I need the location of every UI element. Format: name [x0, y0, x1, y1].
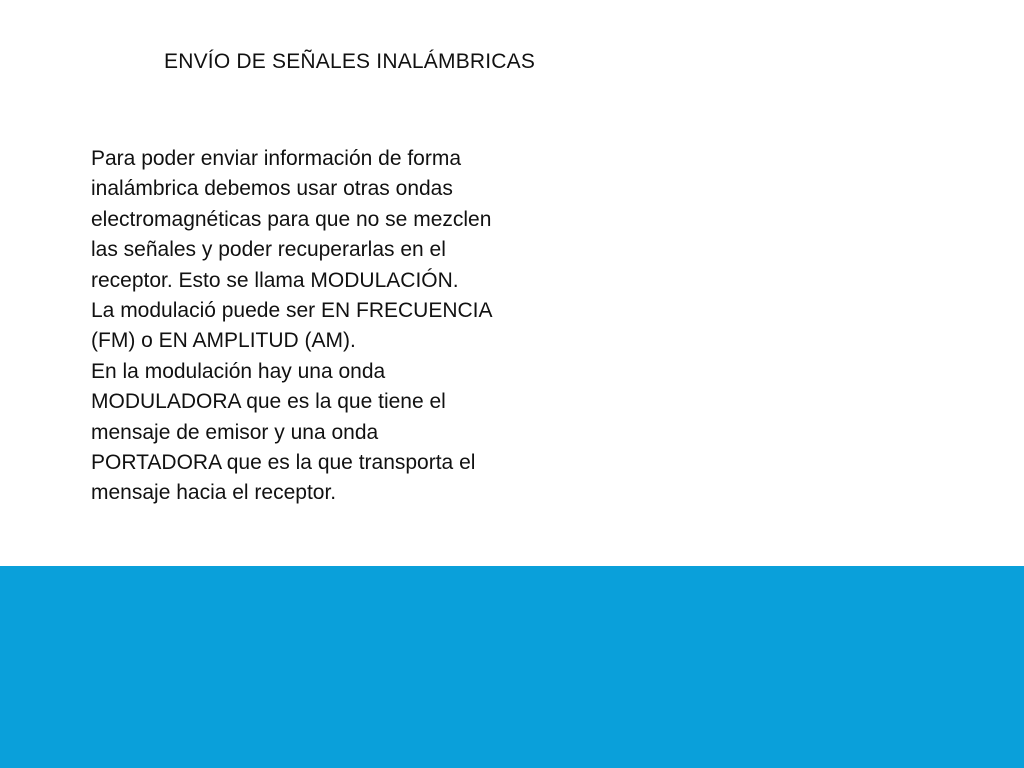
body-line: mensaje hacia el receptor. [91, 481, 337, 505]
body-line: En la modulación hay una onda [91, 359, 386, 383]
footer-band [0, 566, 1024, 768]
body-line: mensaje de emisor y una onda [91, 420, 379, 444]
body-line: MODULADORA que es la que tiene el [91, 390, 446, 414]
body-line: inalámbrica debemos usar otras ondas [91, 177, 453, 201]
body-line: las señales y poder recuperarlas en el [91, 238, 446, 262]
slide-title: ENVÍO DE SEÑALES INALÁMBRICAS [164, 50, 536, 73]
body-line: receptor. Esto se llama MODULACIÓN. [91, 268, 459, 292]
body-line: electromagnéticas para que no se mezclen [91, 207, 492, 231]
body-line: Para poder enviar información de forma [91, 147, 462, 170]
slide-body-text [91, 144, 611, 509]
body-line: PORTADORA que es la que transporta el [91, 451, 476, 475]
body-line: (FM) o EN AMPLITUD (AM). [91, 329, 356, 353]
body-line: La modulació puede ser EN FRECUENCIA [91, 299, 493, 323]
